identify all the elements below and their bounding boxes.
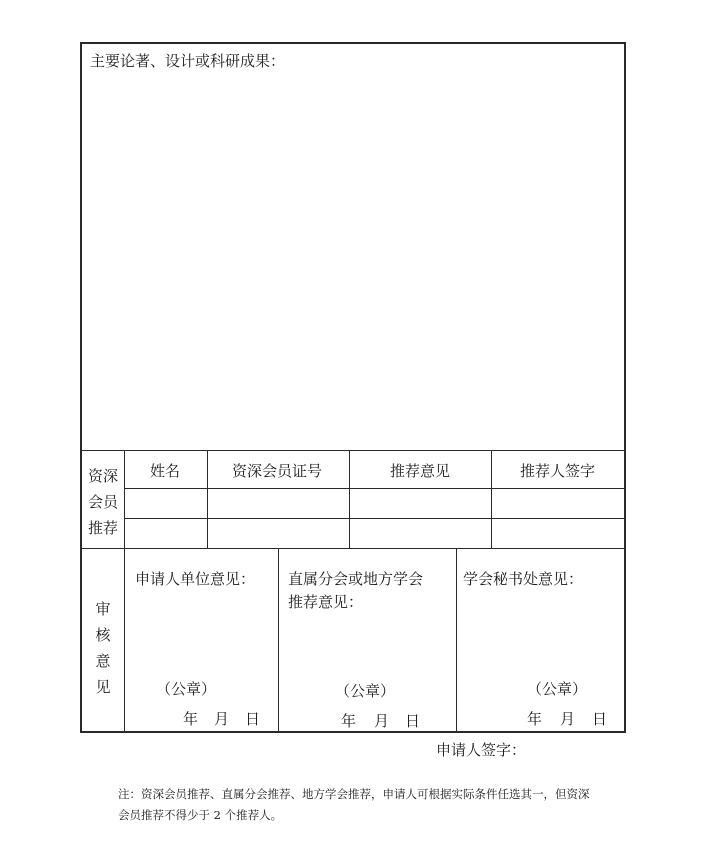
secretariat-date-day: 日: [592, 710, 608, 728]
secretariat-date-year: 年: [527, 710, 543, 728]
recommender-row-1-signature[interactable]: [492, 489, 624, 518]
secretariat-date-month: 月: [560, 710, 576, 728]
review-side-label-1: 审: [95, 600, 111, 618]
unit-seal-label: （公章）: [156, 680, 217, 698]
column-header-name: 姓名: [150, 462, 181, 480]
recommender-row-2-member-id[interactable]: [208, 519, 349, 548]
recommender-row-2-signature[interactable]: [492, 519, 624, 548]
achievements-label: 主要论著、设计或科研成果：: [90, 52, 286, 70]
unit-date-year: 年: [183, 710, 199, 728]
achievements-content-area[interactable]: [82, 76, 624, 448]
branch-opinion-title-line1: 直属分会或地方学会: [288, 570, 424, 588]
frame-bottom: [80, 731, 626, 733]
unit-opinion-title: 申请人单位意见：: [135, 570, 256, 588]
review-side-label-2: 核: [95, 626, 111, 644]
recommend-side-label-2: 会员: [88, 493, 119, 511]
secretariat-seal-label: （公章）: [527, 680, 588, 698]
branch-date-year: 年: [341, 712, 357, 730]
frame-top: [80, 42, 626, 44]
frame-right: [624, 42, 626, 733]
recommender-row-2-name[interactable]: [125, 519, 207, 548]
branch-date-day: 日: [405, 712, 421, 730]
footnote: 注：资深会员推荐、直属分会推荐、地方学会推荐，申请人可根据实际条件任选其一，但资深会员推荐不得少于 2 个推荐人。: [118, 787, 590, 822]
branch-opinion-title-line2: 推荐意见：: [288, 593, 364, 611]
applicant-signature-label: 申请人签字：: [436, 741, 527, 759]
unit-date-month: 月: [214, 710, 230, 728]
review-side-label-3: 意: [95, 652, 111, 670]
divider-achievements: [80, 450, 626, 451]
unit-date-day: 日: [245, 710, 261, 728]
recommend-side-label-3: 推荐: [88, 519, 119, 537]
recommender-row-1-opinion[interactable]: [350, 489, 491, 518]
review-side-label-4: 见: [95, 678, 111, 696]
recommend-side-label-1: 资深: [88, 467, 119, 485]
secretariat-opinion-title: 学会秘书处意见：: [463, 570, 584, 588]
branch-date-month: 月: [374, 712, 390, 730]
recommender-row-1-name[interactable]: [125, 489, 207, 518]
column-header-opinion: 推荐意见: [390, 462, 451, 480]
column-header-member-id: 资深会员证号: [232, 462, 323, 480]
column-header-signature: 推荐人签字: [520, 462, 596, 480]
branch-seal-label: （公章）: [335, 682, 396, 700]
recommender-row-1-member-id[interactable]: [208, 489, 349, 518]
applicant-signature-field[interactable]: [524, 738, 624, 762]
recommender-row-2-opinion[interactable]: [350, 519, 491, 548]
